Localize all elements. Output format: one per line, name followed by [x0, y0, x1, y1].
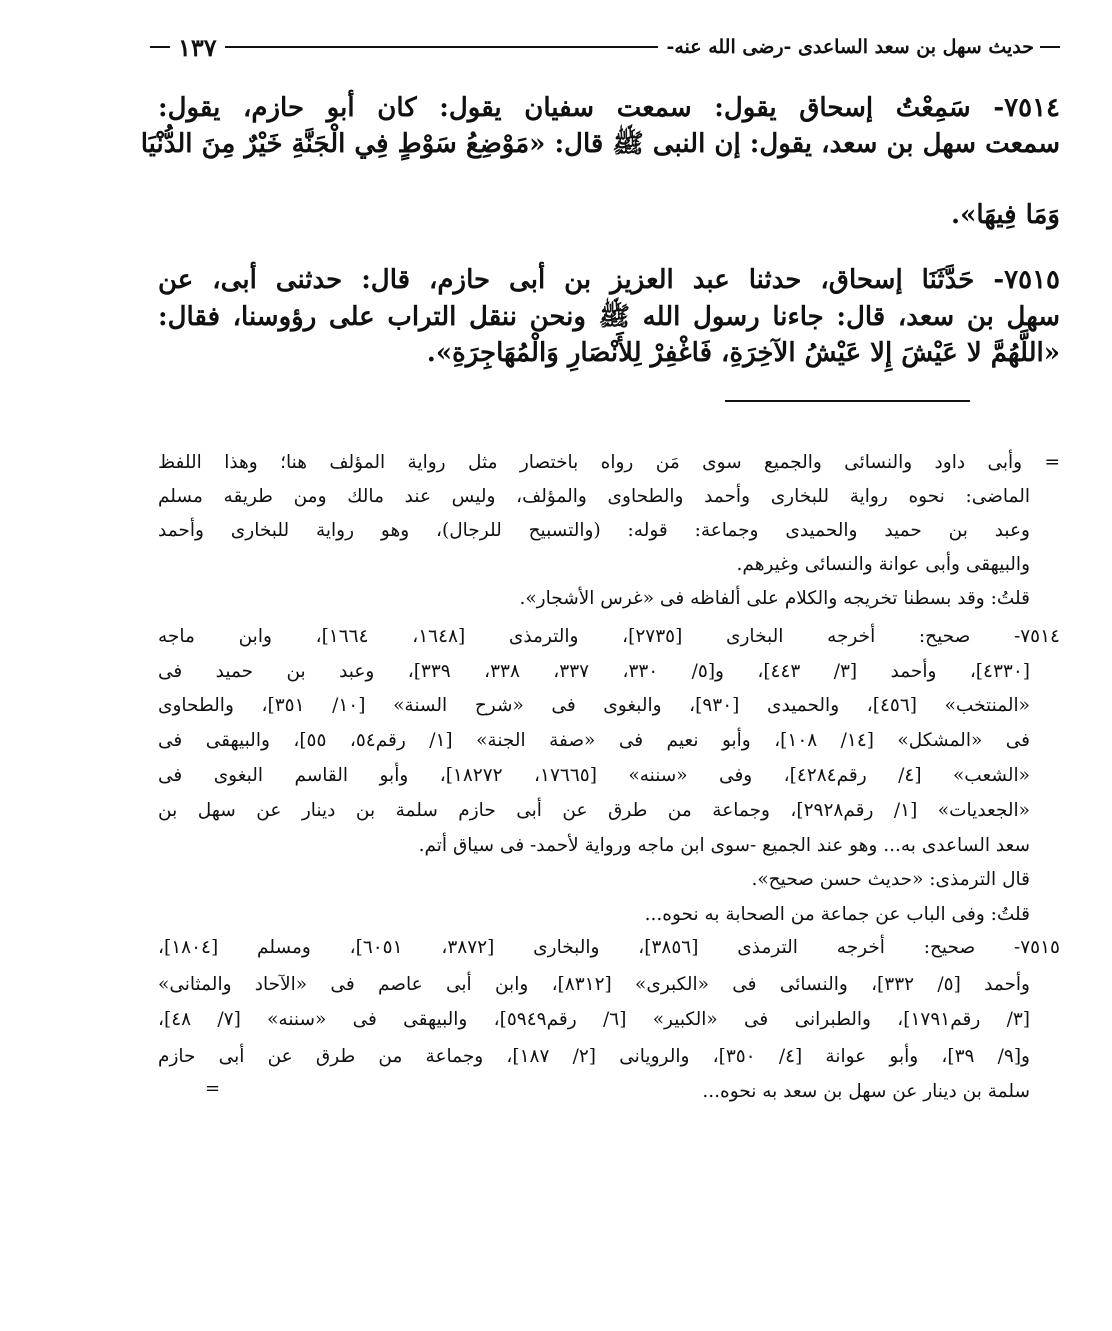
footnote-line: وعبد بن حميد والحميدى وجماعة: قوله: (والتسبيح للرجال)، وهو رواية للبخارى وأحمد — [158, 520, 1030, 541]
header-rule — [225, 46, 659, 48]
footnote-line: وأحمد [٥/ ٣٣٢]، والنسائى فى «الكبرى» [٨٣١٢]، وابن أبى عاصم فى «الآحاد والمثانى» — [158, 974, 1030, 995]
footnote-line: «المنتخب» [٤٥٦]، والحميدى [٩٣٠]، والبغوى فى «شرح السنة» [١٠/ ٣٥١]، والطحاوى — [158, 695, 1030, 716]
header-title: حديث سهل بن سعد الساعدى -رضى الله عنه- — [666, 36, 1034, 58]
footnote-line: قلتُ: وقد بسطنا تخريجه والكلام على ألفاظه فى «غرس الأشجار». — [519, 588, 1030, 609]
footnote-line: والبيهقى وأبى عوانة والنسائى وغيرهم. — [736, 554, 1030, 575]
hadith-7514-line: وَمَا فِيهَا». — [951, 200, 1060, 230]
footnote-line: و[٩/ ٣٩]، وأبو عوانة [٤/ ٣٥٠]، والرويانى [٢/ ١٨٧]، وجماعة من طرق عن أبى حازم — [158, 1046, 1030, 1067]
footnote-line: قال الترمذى: «حديث حسن صحيح». — [751, 869, 1030, 890]
hadith-7515-line: ٧٥١٥- حَدَّثَنَا إسحاق، حدثنا عبد العزيز بن أبى حازم، قال: حدثنى أبى، عن — [158, 265, 1060, 295]
footnote-line: قلتُ: وفى الباب عن جماعة من الصحابة به نحوه... — [644, 904, 1030, 925]
header-rule — [150, 46, 170, 48]
footnote-line: فى «المشكل» [١٤/ ١٠٨]، وأبو نعيم فى «صفة الجنة» [١/ رقم٥٤، ٥٥]، والبيهقى فى — [158, 730, 1030, 751]
footnote-line: سلمة بن دينار عن سهل بن سعد به نحوه... — [702, 1081, 1030, 1102]
footnote-line: الماضى: نحوه رواية للبخارى وأحمد والطحاوى والمؤلف، وليس عند مالك ومن طريقه مسلم — [158, 486, 1030, 507]
footnote-line: «الجعديات» [١/ رقم٢٩٢٨]، وجماعة من طرق عن أبى حازم سلمة بن دينار عن سهل بن — [158, 800, 1031, 821]
footnote-line: ٧٥١٥- صحيح: أخرجه الترمذى [٣٨٥٦]، والبخارى [٣٨٧٢، ٦٠٥١]، ومسلم [١٨٠٤]، — [158, 937, 1060, 958]
footnote-line: «الشعب» [٤/ رقم٤٢٨٤]، وفى «سننه» [١٧٦٦٥، ١٨٢٧٢]، وأبو القاسم البغوى فى — [158, 765, 1030, 786]
page-number: ١٣٧ — [178, 32, 217, 62]
running-header — [150, 30, 1060, 64]
footnote-line: سعد الساعدى به... وهو عند الجميع -سوى ابن ماجه ورواية لأحمد- فى سياق أتم. — [418, 835, 1030, 856]
footnote-line: [٣/ رقم١٧٩١]، والطبرانى فى «الكبير» [٦/ رقم٥٩٤٩]، والبيهقى فى «سننه» [٧/ ٤٨]، — [158, 1009, 1031, 1030]
continuation-mark: = — [205, 1078, 221, 1099]
hadith-7514-line: سمعت سهل بن سعد، يقول: إن النبى ﷺ قال: «مَوْضِعُ سَوْطٍ فِي الْجَنَّةِ خَيْرٌ مِنَ الدُّنْيَا — [140, 129, 1060, 159]
footnote-separator — [725, 400, 970, 402]
footnote-line: = وأبى داود والنسائى والجميع سوى مَن رواه باختصار مثل رواية المؤلف هنا؛ وهذا اللفظ — [158, 452, 1060, 473]
hadith-7514-line: ٧٥١٤- سَمِعْتُ إسحاق يقول: سمعت سفيان يقول: كان أبو حازم، يقول: — [158, 93, 1060, 123]
header-rule — [1040, 46, 1060, 48]
hadith-7515-line: «اللَّهُمَّ لا عَيْشَ إِلا عَيْشُ الآخِرَةِ، فَاغْفِرْ لِلأَنْصَارِ وَالْمُهَاجِرَةِ». — [426, 338, 1060, 368]
footnote-line: ٧٥١٤- صحيح: أخرجه البخارى [٢٧٣٥]، والترمذى [١٦٤٨، ١٦٦٤]، وابن ماجه — [158, 626, 1060, 647]
footnote-line: [٤٣٣٠]، وأحمد [٣/ ٤٤٣]، و[٥/ ٣٣٠، ٣٣٧، ٣٣٨، ٣٣٩]، وعبد بن حميد فى — [158, 661, 1030, 682]
hadith-7515-line: سهل بن سعد، قال: جاءنا رسول الله ﷺ ونحن ننقل التراب على رؤوسنا، فقال: — [158, 302, 1060, 332]
